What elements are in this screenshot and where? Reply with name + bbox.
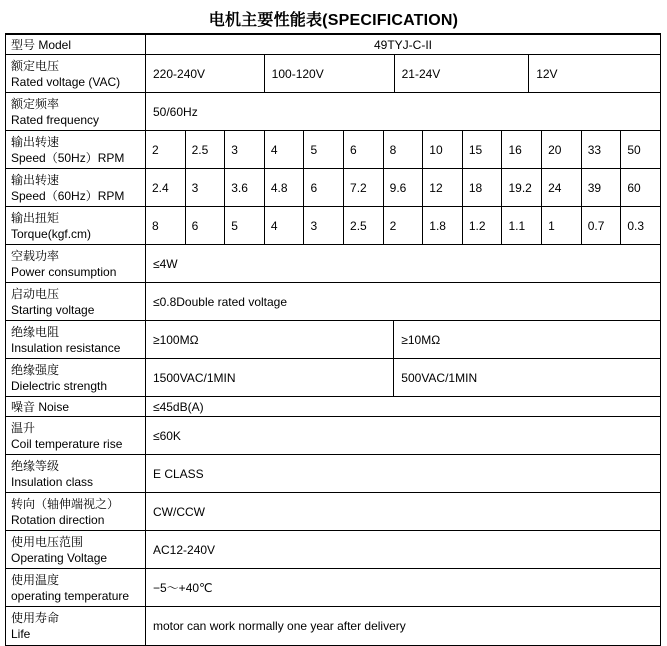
torque-cell: 1.1: [502, 207, 542, 244]
torque-cell: 8: [146, 207, 186, 244]
frequency-value: 50/60Hz: [153, 104, 198, 119]
voltage-cell: 220-240V: [146, 55, 265, 92]
row-label-zh: 空载功率: [11, 248, 60, 263]
row-label-zh: 噪音 Noise: [11, 399, 70, 414]
speed-60hz-cell: 6: [304, 169, 344, 206]
speed-50hz-cell: 6: [344, 131, 384, 168]
life-value: motor can work normally one year after delivery: [153, 619, 406, 633]
row-starting-voltage: [6, 283, 660, 321]
torque-cell: 0.7: [582, 207, 622, 244]
row-dielectric-strength: [6, 359, 660, 397]
row-noise-label: [6, 397, 146, 416]
torque-cell: 4: [265, 207, 305, 244]
row-cells: [146, 207, 660, 244]
row-operating-voltage-label: [6, 531, 146, 568]
row-cells: [146, 359, 660, 396]
row-rated-voltage: [6, 55, 660, 93]
row-cells: [146, 493, 660, 530]
torque-cell: 2.5: [344, 207, 384, 244]
row-cells: [146, 245, 660, 282]
row-label-zh: 转向（轴伸端视之）: [11, 496, 120, 511]
row-label-en: Power consumption: [11, 264, 117, 279]
speed-60hz-cell: 7.2: [344, 169, 384, 206]
row-insulation-resistance: [6, 321, 660, 359]
row-temperature-rise-label: [6, 417, 146, 454]
row-cells: [146, 93, 660, 130]
row-label-zh: 使用寿命: [11, 611, 60, 625]
voltage-cell: 21-24V: [395, 55, 530, 92]
row-cells: [146, 531, 660, 568]
row-temperature-rise: [6, 417, 660, 455]
row-speed-50hz-label: [6, 131, 146, 168]
speed-50hz-cell: 15: [463, 131, 503, 168]
insulation-resistance-cell: ≥100MΩ: [146, 321, 394, 358]
row-label-zh: 型号 Model: [11, 37, 72, 52]
row-cells: [146, 607, 660, 645]
row-noise: [6, 397, 660, 417]
row-label-zh: 额定频率: [11, 96, 60, 111]
speed-50hz-cell: 8: [384, 131, 424, 168]
row-label-en: Rated voltage (VAC): [11, 74, 121, 89]
row-label-en: Operating Voltage: [11, 550, 108, 565]
speed-60hz-cell: 24: [542, 169, 582, 206]
row-rated-frequency: [6, 93, 660, 131]
row-model-label: [6, 35, 146, 54]
torque-cell: 2: [384, 207, 424, 244]
spec-table: [5, 33, 661, 646]
row-model: [6, 35, 660, 55]
row-operating-temperature: [6, 569, 660, 607]
power-value: ≤4W: [153, 256, 178, 271]
speed-50hz-cell: 2: [146, 131, 186, 168]
row-rated-frequency-label: [6, 93, 146, 130]
row-operating-voltage: [6, 531, 660, 569]
row-label-en: Rated frequency: [11, 112, 100, 127]
insulation-class-value: E CLASS: [153, 466, 204, 481]
row-rotation-direction: [6, 493, 660, 531]
row-label-en: operating temperature: [11, 588, 130, 603]
row-rated-voltage-label: [6, 55, 146, 92]
row-label-zh: 绝缘电阻: [11, 324, 60, 339]
row-label-zh: 使用电压范围: [11, 534, 84, 549]
torque-cell: 1.8: [423, 207, 463, 244]
row-label-zh: 输出扭矩: [11, 210, 60, 225]
speed-50hz-cell: 20: [542, 131, 582, 168]
row-cells: [146, 455, 660, 492]
row-life-label: [6, 607, 146, 645]
row-label-zh: 输出转速: [11, 134, 60, 149]
speed-60hz-cell: 3.6: [225, 169, 265, 206]
speed-60hz-cell: 12: [423, 169, 463, 206]
row-cells: [146, 569, 660, 606]
operating-voltage-value: AC12-240V: [153, 542, 216, 557]
torque-cell: 6: [186, 207, 226, 244]
speed-60hz-cell: 2.4: [146, 169, 186, 206]
row-speed-60hz: [6, 169, 660, 207]
row-life: [6, 607, 660, 645]
voltage-cell: 100-120V: [265, 55, 395, 92]
row-dielectric-strength-label: [6, 359, 146, 396]
row-cells: [146, 35, 660, 54]
temperature-rise-value: ≤60K: [153, 428, 181, 443]
page-title: 电机主要性能表(SPECIFICATION): [208, 12, 459, 29]
row-label-en: Starting voltage: [11, 302, 95, 317]
speed-50hz-cell: 4: [265, 131, 305, 168]
torque-cell: 5: [225, 207, 265, 244]
dielectric-strength-cell: 500VAC/1MIN: [401, 370, 478, 385]
voltage-cell: 12V: [536, 66, 558, 81]
speed-50hz-cell: 50: [627, 142, 641, 157]
row-cells: [146, 55, 660, 92]
row-label-en: Coil temperature rise: [11, 436, 123, 451]
row-label-zh: 使用温度: [11, 572, 60, 587]
row-insulation-resistance-label: [6, 321, 146, 358]
row-insulation-class: [6, 455, 660, 493]
torque-cell: 0.3: [627, 218, 644, 233]
speed-60hz-cell: 60: [627, 180, 641, 195]
row-cells: [146, 397, 660, 416]
speed-50hz-cell: 5: [304, 131, 344, 168]
row-cells: [146, 283, 660, 320]
speed-50hz-cell: 16: [502, 131, 542, 168]
row-operating-temperature-label: [6, 569, 146, 606]
row-cells: [146, 417, 660, 454]
row-torque: [6, 207, 660, 245]
speed-60hz-cell: 9.6: [384, 169, 424, 206]
speed-60hz-cell: 19.2: [502, 169, 542, 206]
speed-60hz-cell: 3: [186, 169, 226, 206]
row-insulation-class-label: [6, 455, 146, 492]
row-label-en: Dielectric strength: [11, 378, 108, 393]
row-label-zh: 额定电压: [11, 58, 60, 73]
torque-cell: 3: [304, 207, 344, 244]
row-label-en: Torque(kgf.cm): [11, 226, 92, 241]
row-label-zh: 启动电压: [11, 286, 60, 301]
row-speed-60hz-label: [6, 169, 146, 206]
row-label-en: Insulation class: [11, 474, 94, 489]
speed-60hz-cell: 39: [582, 169, 622, 206]
row-power-consumption: [6, 245, 660, 283]
row-rotation-direction-label: [6, 493, 146, 530]
row-power-consumption-label: [6, 245, 146, 282]
speed-50hz-cell: 3: [225, 131, 265, 168]
speed-60hz-cell: 18: [463, 169, 503, 206]
row-cells: [146, 131, 660, 168]
dielectric-strength-cell: 1500VAC/1MIN: [146, 359, 394, 396]
row-label-en: Speed（50Hz）RPM: [11, 150, 125, 165]
row-label-zh: 绝缘强度: [11, 362, 60, 377]
row-cells: [146, 169, 660, 206]
model-value: 49TYJ-C-II: [373, 37, 432, 52]
rotation-direction-value: CW/CCW: [153, 504, 205, 519]
noise-value: ≤45dB(A): [153, 399, 204, 414]
speed-60hz-cell: 4.8: [265, 169, 305, 206]
torque-cell: 1: [542, 207, 582, 244]
row-label-zh: 绝缘等级: [11, 458, 60, 473]
row-label-en: Insulation resistance: [11, 340, 121, 355]
speed-50hz-cell: 2.5: [186, 131, 226, 168]
row-cells: [146, 321, 660, 358]
row-speed-50hz: [6, 131, 660, 169]
row-starting-voltage-label: [6, 283, 146, 320]
operating-temperature-value: −5～+40℃: [153, 581, 213, 595]
torque-cell: 1.2: [463, 207, 503, 244]
row-label-en: Rotation direction: [11, 512, 105, 527]
row-label-en: Speed（60Hz）RPM: [11, 188, 125, 203]
speed-50hz-cell: 33: [582, 131, 622, 168]
row-torque-label: [6, 207, 146, 244]
starting-voltage-value: ≤0.8Double rated voltage: [153, 294, 288, 309]
insulation-resistance-cell: ≥10MΩ: [401, 332, 441, 347]
row-label-en: Life: [11, 627, 31, 641]
row-label-zh: 输出转速: [11, 172, 60, 187]
row-label-zh: 温升: [11, 420, 36, 435]
speed-50hz-cell: 10: [423, 131, 463, 168]
